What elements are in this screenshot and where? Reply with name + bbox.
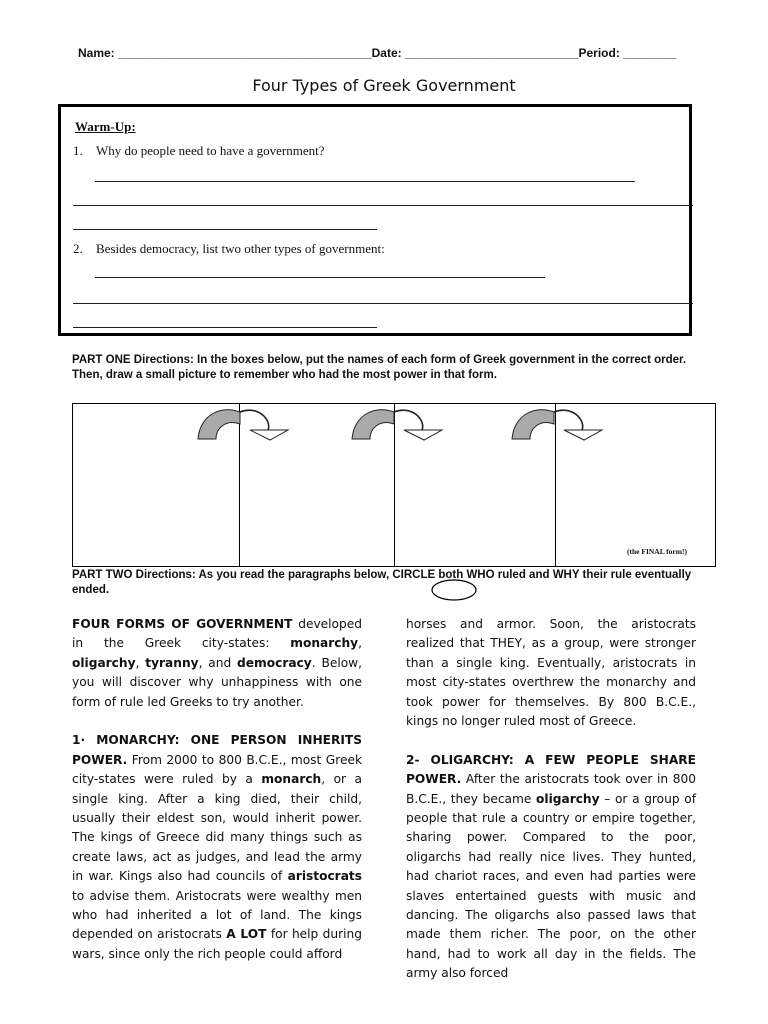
curved-arrow-icon [198,410,288,440]
question-1-number: 1. [73,143,83,158]
monarchy-heading: 1· MONARCHY: ONE PERSON INHERITS POWER. [72,733,362,767]
intro-paragraph: FOUR FORMS OF GOVERNMENT developed in the Greek city-states: monarchy, oligarchy, tyranny, and democracy. Below, you will discover why unhappiness with one form of rule led Greeks to try another. [72,617,362,709]
oligarchy-heading: 2- OLIGARCHY: A FEW PEOPLE SHARE POWER. [406,752,696,787]
reading-column-left [72,615,362,984]
name-field[interactable]: Name: ______________________________________ [78,46,372,60]
final-form-note: (the FINAL form!) [627,547,687,556]
curved-arrow-icon [352,410,442,440]
reading-column-right [406,615,696,1003]
curved-arrow-icon [512,410,602,440]
oligarchy-paragraph: 2- OLIGARCHY: A FEW PEOPLE SHARE POWER. After the aristocrats took over in 800 B.C.E., they became oligarchy – or a group of people that rule a country or empire together, sharing power. Compared to the poor, oligarchs had really nice lives. They hunted, had chariot races, and even had parties were slaves entertained guests with music and dancing. The oligarchs also passed laws that made them richer. The poor, on the other hand, had to work all day in the fields. The army also forced [406,752,696,981]
monarchy-paragraph-continued: horses and armor. Soon, the aristocrats realized that THEY, as a group, were stronger than a single king. Eventually, aristocrats in most city-states overthrew the monarchy and took power for themselves. By 800 B.C.E., kings no longer ruled most of Greece. [406,617,696,729]
question-1-text: Why do people need to have a government? [96,143,325,158]
page-title: Four Types of Greek Government [252,76,516,95]
warm-up-label: Warm-Up: [75,119,136,134]
question-2-number: 2. [73,241,83,256]
part-one-directions: PART ONE Directions: In the boxes below, put the names of each form of Greek government in the correct order. Then, draw a small picture to remember who had the most power in that form. [72,354,687,381]
monarchy-paragraph: 1· MONARCHY: ONE PERSON INHERITS POWER. From 2000 to 800 B.C.E., most Greek city-states were ruled by a monarch, or a single king. After a king died, their child, usually their eldest son, would inherit power. The kings of Greece did many things such as create laws, act as judges, and lead the army in war. Kings also had councils of aristocrats to advise them. Aristocrats were wealthy men who had inherited a lot of land. The kings depended on aristocrats A LOT for help during wars, since only the rich people could afford [72,733,362,961]
part-two-directions: PART TWO Directions: As you read the paragraphs below, CIRCLE both WHO ruled and WHY their rule eventually ended. [72,569,692,596]
period-field[interactable]: Period: ________ [578,46,677,60]
question-2-text: Besides democracy, list two other types of government: [96,241,385,256]
date-field[interactable]: Date: __________________________ [371,46,579,60]
